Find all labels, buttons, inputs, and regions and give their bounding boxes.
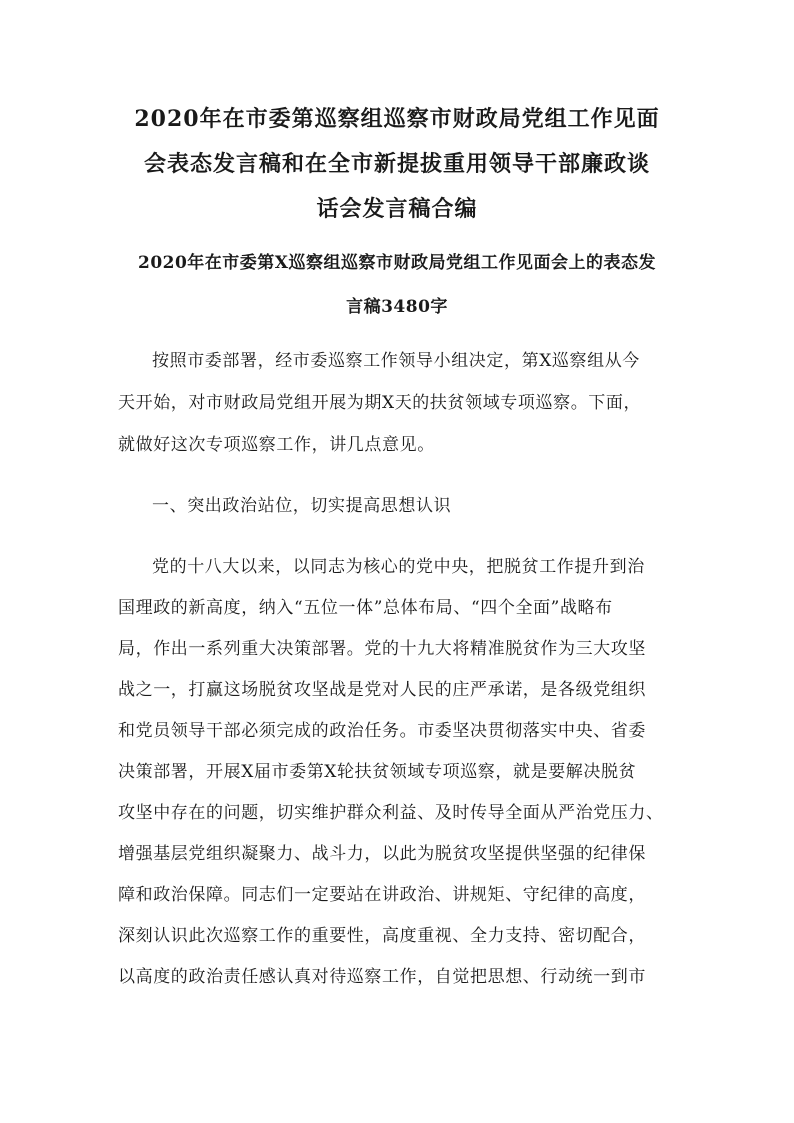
paragraph-line: 以高度的政治责任感认真对待巡察工作，自觉把思想、行动统一到市 <box>118 967 646 987</box>
paragraph-line: 深刻认识此次巡察工作的重要性，高度重视、全力支持、密切配合， <box>118 926 646 946</box>
paragraph-line: 战之一，打赢这场脱贫攻坚战是党对人民的庄严承诺，是各级党组织 <box>118 680 646 700</box>
paragraph-line: 决策部署，开展X届市委第X轮扶贫领域专项巡察，就是要解决脱贫 <box>118 762 637 782</box>
paragraph-line: 按照市委部署，经市委巡察工作领导小组决定，第X巡察组从今 <box>152 351 640 371</box>
sub-title-line: 言稿3480字 <box>346 297 448 317</box>
main-title-line: 2020年在市委第巡察组巡察市财政局党组工作见面 <box>134 106 660 132</box>
paragraph-line: 攻坚中存在的问题，切实维护群众利益、及时传导全面从严治党压力、 <box>118 803 664 823</box>
paragraph-line: 增强基层党组织凝聚力、战斗力，以此为脱贫攻坚提供坚强的纪律保 <box>118 844 646 864</box>
paragraph-line: 就做好这次专项巡察工作，讲几点意见。 <box>118 435 435 455</box>
main-title-line: 话会发言稿合编 <box>316 196 478 222</box>
paragraph-line: 局，作出一系列重大决策部署。党的十九大将精准脱贫作为三大攻坚 <box>118 639 646 659</box>
main-title-line: 会表态发言稿和在全市新提拔重用领导干部廉政谈 <box>143 151 650 177</box>
section-heading: 一、突出政治站位，切实提高思想认识 <box>152 496 452 516</box>
document-main-title <box>100 97 694 232</box>
paragraph-line: 国理政的新高度，纳入“五位一体”总体布局、“四个全面”战略布 <box>118 598 613 618</box>
paragraph-line: 天开始，对市财政局党组开展为期X天的扶贫领域专项巡察。下面， <box>118 393 642 413</box>
paragraph-line: 障和政治保障。同志们一定要站在讲政治、讲规矩、守纪律的高度， <box>118 885 646 905</box>
paragraph-line: 和党员领导干部必须完成的政治任务。市委坚决贯彻落实中央、省委 <box>118 721 646 741</box>
paragraph-line: 党的十八大以来，以同志为核心的党中央，把脱贫工作提升到治 <box>152 557 645 577</box>
sub-title-line: 2020年在市委第X巡察组巡察市财政局党组工作见面会上的表态发 <box>137 253 656 273</box>
document-sub-title <box>100 241 694 329</box>
